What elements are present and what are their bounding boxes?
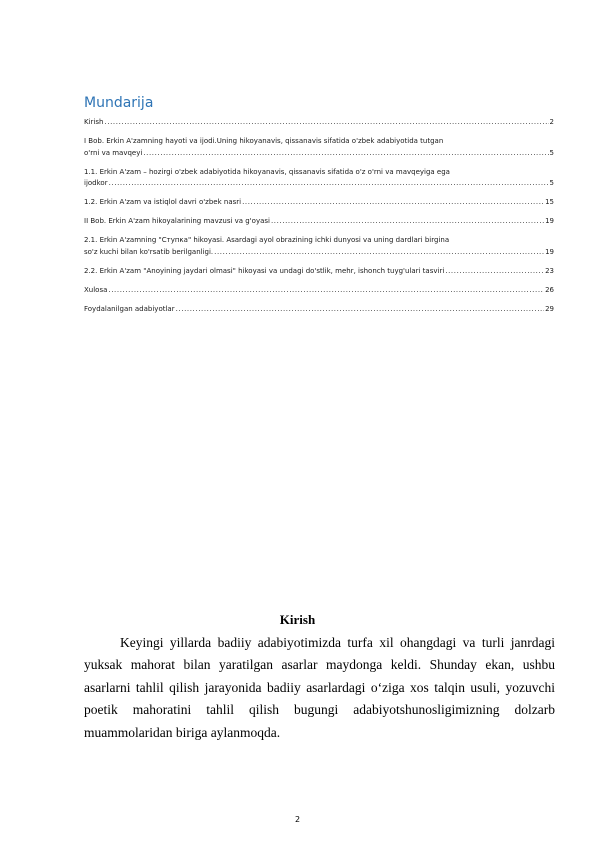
toc-page-number: 26: [545, 285, 554, 294]
toc-leader-dots: [214, 247, 544, 259]
toc-page-number: 5: [549, 148, 554, 157]
toc-entry-text: Foydalanilgan adabiyotlar: [84, 304, 175, 313]
table-of-contents: [84, 117, 554, 323]
toc-page-number: 19: [545, 217, 554, 225]
toc-page-number: 23: [545, 266, 554, 275]
toc-entry-text: 1.2. Erkin A'zam va istiqlol davri o'zbek nasri: [84, 198, 242, 206]
toc-page-number: 19: [545, 247, 554, 256]
toc-entry[interactable]: [84, 235, 554, 258]
toc-entry-text-line1: 1.1. Erkin A'zam – hozirgi o'zbek adabiyotida hikoyanavis, qissanavis sifatida o'z o'rni va mavqeyiga ega: [84, 167, 450, 176]
toc-entry[interactable]: [84, 266, 554, 278]
toc-entry-text: ijodkor: [84, 179, 108, 187]
toc-page-number: 5: [549, 179, 554, 187]
toc-entry-text-line1: I Bob. Erkin A'zamning hayoti va ijodi.Uning hikoyanavis, qissanavis sifatida o'zbek adabiyotida tutgan: [84, 137, 444, 145]
toc-entry-text: Kirish: [84, 118, 104, 126]
toc-leader-dots: [109, 178, 549, 190]
toc-entry[interactable]: [84, 304, 554, 316]
toc-entry-text: 2.2. Erkin A'zam "Anoyining jaydari olmasi" hikoyasi va undagi do'stlik, mehr, ishonch tuyg'ulari tasviri: [84, 266, 445, 275]
page-number: 2: [294, 815, 301, 824]
toc-leader-dots: [242, 197, 544, 209]
toc-entry[interactable]: [84, 136, 554, 159]
toc-entry[interactable]: [84, 216, 554, 228]
toc-entry-text-line1: 2.1. Erkin A'zamning "Ступка" hikoyasi. Asardagi ayol obrazining ichki dunyosi va uning dardlari birgina: [84, 236, 450, 244]
toc-leader-dots: [271, 216, 544, 228]
toc-leader-dots: [104, 117, 548, 129]
toc-page-number: 15: [545, 198, 554, 206]
toc-leader-dots: [176, 304, 544, 316]
toc-leader-dots: [108, 285, 544, 297]
toc-entry[interactable]: [84, 285, 554, 297]
body-paragraph: Keyingi yillarda badiiy adabiyotimizda turfa xil ohangdagi va turli janrdagi yuksak mahorat bilan yaratilgan asarlar maydonga keldi. Shunday ekan, ushbu asarlarni tahlil qilish jarayonida badiiy asarlardagi o‘ziga xos talqin usuli, yozuvchi poetik mahoratini tahlil qilish bugungi adabiyotshunosligimizning dolzarb muammolaridan biriga aylanmoqda.: [84, 635, 555, 740]
toc-page-number: 2: [549, 118, 554, 126]
toc-entry[interactable]: [84, 117, 554, 129]
toc-leader-dots: [445, 266, 544, 278]
toc-entry[interactable]: [84, 167, 554, 190]
toc-entry-text: II Bob. Erkin A'zam hikoyalarining mavzusi va g'oyasi: [84, 217, 270, 225]
toc-title: Mundarija: [84, 95, 154, 111]
toc-entry-text: o'rni va mavqeyi: [84, 148, 143, 157]
toc-entry[interactable]: [84, 197, 554, 209]
section-heading: Kirish: [279, 612, 316, 627]
toc-page-number: 29: [545, 304, 554, 313]
toc-entry-text: Xulosa: [84, 285, 108, 294]
toc-leader-dots: [143, 148, 548, 160]
toc-entry-text: so'z kuchi bilan ko'rsatib berilganligi.: [84, 247, 214, 256]
